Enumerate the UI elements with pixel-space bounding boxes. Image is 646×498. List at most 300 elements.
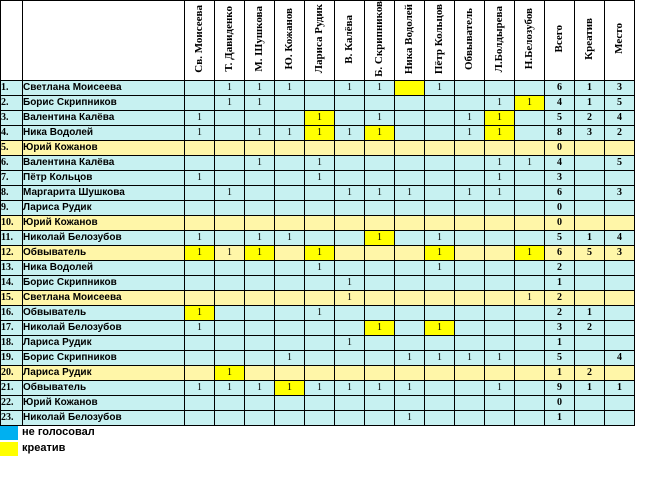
- table-row: [1, 245, 635, 260]
- vote-cell: 1: [275, 80, 305, 95]
- summary-header-label: Место: [613, 23, 625, 55]
- vote-cell: [215, 305, 245, 320]
- vote-cell: [335, 140, 365, 155]
- total-cell: 9: [545, 380, 575, 395]
- vote-cell: [365, 305, 395, 320]
- vote-cell: [425, 140, 455, 155]
- vote-cell: [275, 140, 305, 155]
- vote-cell: [515, 230, 545, 245]
- vote-cell: [185, 200, 215, 215]
- vote-cell: 1: [485, 170, 515, 185]
- vote-cell: [455, 215, 485, 230]
- vote-cell: [515, 110, 545, 125]
- participant-name: Борис Скрипников: [23, 275, 185, 290]
- participant-name: Николай Белозубов: [23, 410, 185, 425]
- place-cell: 4: [605, 350, 635, 365]
- vote-cell: 1: [185, 170, 215, 185]
- vote-cell: [515, 140, 545, 155]
- vote-cell: [395, 125, 425, 140]
- vote-cell: 1: [335, 380, 365, 395]
- vote-cell: [335, 365, 365, 380]
- place-cell: [605, 200, 635, 215]
- vote-cell: [425, 170, 455, 185]
- column-header-label: В. Калёва: [343, 14, 355, 64]
- column-header-label: Ника Водолей: [403, 3, 415, 75]
- vote-cell: [215, 140, 245, 155]
- vote-cell: [335, 200, 365, 215]
- participant-name: Обвыватель: [23, 305, 185, 320]
- vote-cell: [395, 395, 425, 410]
- vote-cell: 1: [485, 125, 515, 140]
- vote-cell: [305, 230, 335, 245]
- column-header-label: Св. Моисеева: [193, 5, 205, 73]
- vote-cell: [185, 275, 215, 290]
- place-cell: [605, 140, 635, 155]
- vote-cell: [425, 110, 455, 125]
- vote-cell: [245, 410, 275, 425]
- vote-cell: [305, 395, 335, 410]
- vote-cell: [335, 260, 365, 275]
- vote-cell: 1: [215, 80, 245, 95]
- participant-name: Николай Белозубов: [23, 320, 185, 335]
- vote-cell: 1: [185, 230, 215, 245]
- vote-cell: [485, 215, 515, 230]
- vote-cell: [455, 170, 485, 185]
- vote-cell: [365, 335, 395, 350]
- vote-cell: [395, 200, 425, 215]
- vote-cell: [245, 275, 275, 290]
- vote-cell: 1: [395, 380, 425, 395]
- vote-cell: [215, 155, 245, 170]
- vote-cell: [335, 350, 365, 365]
- table-row: [1, 290, 635, 305]
- place-cell: [605, 170, 635, 185]
- vote-cell: [335, 155, 365, 170]
- place-cell: [605, 335, 635, 350]
- vote-cell: [275, 335, 305, 350]
- vote-cell: [515, 215, 545, 230]
- vote-cell: 1: [275, 230, 305, 245]
- vote-cell: 1: [365, 380, 395, 395]
- vote-cell: [455, 260, 485, 275]
- creative-cell: [575, 410, 605, 425]
- participant-name: Лариса Рудик: [23, 200, 185, 215]
- vote-cell: [515, 395, 545, 410]
- participant-name: Маргарита Шушкова: [23, 185, 185, 200]
- vote-cell: [425, 215, 455, 230]
- place-cell: 3: [605, 80, 635, 95]
- table-row: [1, 170, 635, 185]
- vote-cell: 1: [335, 275, 365, 290]
- vote-cell: [275, 95, 305, 110]
- participant-name: Юрий Кожанов: [23, 395, 185, 410]
- vote-cell: [515, 365, 545, 380]
- vote-cell: [245, 110, 275, 125]
- vote-cell: [305, 365, 335, 380]
- vote-cell: [365, 410, 395, 425]
- vote-cell: [275, 395, 305, 410]
- vote-cell: [185, 155, 215, 170]
- column-header: [305, 1, 335, 81]
- row-number: 16.: [1, 305, 23, 320]
- vote-cell: [185, 350, 215, 365]
- place-cell: [605, 410, 635, 425]
- vote-cell: [275, 320, 305, 335]
- total-cell: 0: [545, 215, 575, 230]
- legend-label: не голосовал: [22, 426, 95, 438]
- place-cell: [605, 365, 635, 380]
- vote-cell: 1: [305, 245, 335, 260]
- vote-cell: 1: [515, 155, 545, 170]
- vote-cell: 1: [245, 125, 275, 140]
- vote-cell: 1: [515, 290, 545, 305]
- place-cell: 4: [605, 110, 635, 125]
- creative-cell: 5: [575, 245, 605, 260]
- vote-cell: [335, 410, 365, 425]
- vote-cell: 1: [365, 230, 395, 245]
- vote-cell: [395, 260, 425, 275]
- vote-cell: [455, 155, 485, 170]
- total-cell: 0: [545, 140, 575, 155]
- total-cell: 2: [545, 260, 575, 275]
- vote-cell: [425, 185, 455, 200]
- column-header-label: Т. Давиденко: [223, 6, 235, 72]
- vote-cell: [395, 245, 425, 260]
- vote-cell: 1: [365, 80, 395, 95]
- vote-cell: [245, 290, 275, 305]
- vote-cell: 1: [425, 350, 455, 365]
- creative-cell: [575, 290, 605, 305]
- vote-cell: [305, 335, 335, 350]
- row-number: 14.: [1, 275, 23, 290]
- participant-name: Юрий Кожанов: [23, 215, 185, 230]
- vote-cell: [335, 320, 365, 335]
- row-number: 23.: [1, 410, 23, 425]
- total-cell: 2: [545, 290, 575, 305]
- total-cell: 6: [545, 185, 575, 200]
- total-cell: 5: [545, 230, 575, 245]
- vote-cell: [275, 410, 305, 425]
- vote-cell: 1: [485, 155, 515, 170]
- column-header: [185, 1, 215, 81]
- column-header: [275, 1, 305, 81]
- participant-name: Обвыватель: [23, 380, 185, 395]
- vote-cell: [365, 275, 395, 290]
- vote-cell: [455, 80, 485, 95]
- table-row: [1, 275, 635, 290]
- column-header-label: Н.Белозубов: [523, 8, 535, 70]
- table-row: [1, 185, 635, 200]
- vote-cell: 1: [365, 185, 395, 200]
- participant-name: Валентина Калёва: [23, 110, 185, 125]
- vote-cell: [275, 290, 305, 305]
- total-cell: 0: [545, 200, 575, 215]
- vote-cell: 1: [275, 380, 305, 395]
- column-header: [395, 1, 425, 81]
- vote-cell: 1: [425, 80, 455, 95]
- row-number: 18.: [1, 335, 23, 350]
- vote-cell: 1: [485, 110, 515, 125]
- vote-cell: 1: [365, 125, 395, 140]
- place-cell: 2: [605, 125, 635, 140]
- table-row: [1, 260, 635, 275]
- participant-name: Лариса Рудик: [23, 335, 185, 350]
- vote-cell: [215, 410, 245, 425]
- vote-cell: 1: [185, 320, 215, 335]
- participant-name: Борис Скрипников: [23, 95, 185, 110]
- vote-cell: 1: [335, 80, 365, 95]
- total-cell: 3: [545, 170, 575, 185]
- row-number: 21.: [1, 380, 23, 395]
- creative-cell: [575, 395, 605, 410]
- vote-cell: [215, 215, 245, 230]
- column-header-label: Пётр Кольцов: [433, 3, 445, 74]
- vote-cell: [515, 380, 545, 395]
- place-cell: 4: [605, 230, 635, 245]
- creative-cell: [575, 140, 605, 155]
- place-cell: [605, 320, 635, 335]
- vote-cell: 1: [485, 380, 515, 395]
- vote-cell: 1: [395, 350, 425, 365]
- vote-cell: 1: [215, 245, 245, 260]
- place-cell: [605, 290, 635, 305]
- vote-cell: [335, 395, 365, 410]
- vote-cell: 1: [455, 185, 485, 200]
- row-number: 3.: [1, 110, 23, 125]
- vote-cell: 1: [245, 155, 275, 170]
- vote-cell: [395, 290, 425, 305]
- vote-cell: [335, 95, 365, 110]
- vote-cell: [215, 110, 245, 125]
- vote-cell: 1: [305, 380, 335, 395]
- vote-cell: [335, 215, 365, 230]
- vote-cell: 1: [335, 185, 365, 200]
- total-cell: 6: [545, 245, 575, 260]
- vote-cell: 1: [245, 95, 275, 110]
- participant-name: Светлана Моисеева: [23, 290, 185, 305]
- vote-cell: [395, 155, 425, 170]
- vote-cell: [455, 335, 485, 350]
- place-cell: 5: [605, 95, 635, 110]
- vote-cell: 1: [305, 125, 335, 140]
- vote-cell: [425, 290, 455, 305]
- vote-cell: [395, 80, 425, 95]
- creative-cell: 1: [575, 305, 605, 320]
- creative-cell: 2: [575, 365, 605, 380]
- place-cell: [605, 275, 635, 290]
- column-header: [215, 1, 245, 81]
- vote-cell: 1: [395, 410, 425, 425]
- table-row: [1, 80, 635, 95]
- total-cell: 4: [545, 95, 575, 110]
- table-row: [1, 320, 635, 335]
- vote-cell: [365, 95, 395, 110]
- vote-cell: 1: [305, 110, 335, 125]
- vote-cell: [245, 185, 275, 200]
- vote-cell: [425, 365, 455, 380]
- vote-cell: [215, 395, 245, 410]
- column-header: [515, 1, 545, 81]
- total-cell: 6: [545, 80, 575, 95]
- vote-cell: [245, 200, 275, 215]
- vote-cell: 1: [185, 125, 215, 140]
- total-cell: 2: [545, 305, 575, 320]
- vote-cell: [215, 230, 245, 245]
- vote-cell: [305, 350, 335, 365]
- vote-cell: [515, 170, 545, 185]
- participant-name: Юрий Кожанов: [23, 140, 185, 155]
- vote-cell: [215, 200, 245, 215]
- vote-cell: 1: [425, 260, 455, 275]
- creative-cell: 1: [575, 80, 605, 95]
- vote-cell: 1: [305, 170, 335, 185]
- vote-cell: [185, 140, 215, 155]
- vote-cell: [365, 395, 395, 410]
- creative-cell: [575, 335, 605, 350]
- vote-cell: [395, 275, 425, 290]
- vote-cell: [425, 275, 455, 290]
- participant-name: Ника Водолей: [23, 125, 185, 140]
- creative-cell: 1: [575, 380, 605, 395]
- vote-cell: [275, 110, 305, 125]
- column-header: [365, 1, 395, 81]
- vote-cell: [305, 200, 335, 215]
- row-number: 6.: [1, 155, 23, 170]
- vote-cell: [185, 365, 215, 380]
- total-cell: 4: [545, 155, 575, 170]
- vote-cell: [185, 395, 215, 410]
- vote-cell: [245, 335, 275, 350]
- vote-cell: 1: [185, 380, 215, 395]
- vote-cell: [245, 350, 275, 365]
- vote-cell: [275, 275, 305, 290]
- vote-cell: [215, 335, 245, 350]
- summary-header-label: Всего: [553, 25, 565, 53]
- vote-cell: [365, 365, 395, 380]
- column-header: [245, 1, 275, 81]
- vote-cell: [485, 260, 515, 275]
- vote-cell: [365, 200, 395, 215]
- vote-cell: 1: [485, 350, 515, 365]
- total-cell: 5: [545, 110, 575, 125]
- creative-cell: 2: [575, 320, 605, 335]
- vote-cell: [455, 200, 485, 215]
- vote-cell: [305, 185, 335, 200]
- vote-cell: [455, 410, 485, 425]
- vote-cell: [275, 170, 305, 185]
- vote-cell: [485, 80, 515, 95]
- vote-cell: [335, 170, 365, 185]
- creative-cell: [575, 185, 605, 200]
- participant-name: Лариса Рудик: [23, 365, 185, 380]
- vote-cell: [395, 170, 425, 185]
- vote-cell: [275, 365, 305, 380]
- table-row: [1, 380, 635, 395]
- column-header: [335, 1, 365, 81]
- row-number: 1.: [1, 80, 23, 95]
- vote-cell: [245, 395, 275, 410]
- summary-header: [545, 1, 575, 81]
- table-row: [1, 395, 635, 410]
- table-row: [1, 125, 635, 140]
- vote-cell: [215, 290, 245, 305]
- total-cell: 8: [545, 125, 575, 140]
- participant-name: Светлана Моисеева: [23, 80, 185, 95]
- row-number: 2.: [1, 95, 23, 110]
- creative-cell: 3: [575, 125, 605, 140]
- vote-cell: [485, 275, 515, 290]
- table-row: [1, 335, 635, 350]
- vote-cell: [515, 305, 545, 320]
- row-number: 13.: [1, 260, 23, 275]
- vote-cell: [485, 200, 515, 215]
- vote-cell: [365, 215, 395, 230]
- vote-cell: [395, 230, 425, 245]
- participant-name: Пётр Кольцов: [23, 170, 185, 185]
- vote-cell: [395, 365, 425, 380]
- vote-cell: [395, 335, 425, 350]
- vote-cell: [515, 335, 545, 350]
- vote-cell: 1: [185, 305, 215, 320]
- vote-cell: [245, 365, 275, 380]
- vote-cell: [185, 260, 215, 275]
- vote-cell: [485, 290, 515, 305]
- vote-cell: [275, 185, 305, 200]
- vote-cell: 1: [215, 185, 245, 200]
- vote-cell: 1: [215, 365, 245, 380]
- vote-cell: [275, 200, 305, 215]
- vote-cell: [245, 140, 275, 155]
- table-row: [1, 140, 635, 155]
- vote-cell: [455, 140, 485, 155]
- vote-cell: [245, 215, 275, 230]
- vote-cell: [365, 260, 395, 275]
- place-cell: 3: [605, 185, 635, 200]
- total-cell: 1: [545, 275, 575, 290]
- vote-cell: [185, 335, 215, 350]
- vote-cell: [185, 290, 215, 305]
- vote-cell: [275, 305, 305, 320]
- vote-cell: 1: [365, 320, 395, 335]
- legend-label: креатив: [22, 442, 66, 454]
- vote-cell: [455, 380, 485, 395]
- row-number: 15.: [1, 290, 23, 305]
- vote-cell: 1: [245, 245, 275, 260]
- vote-cell: 1: [335, 125, 365, 140]
- row-number: 8.: [1, 185, 23, 200]
- summary-header: [575, 1, 605, 81]
- vote-cell: [305, 95, 335, 110]
- vote-cell: [185, 95, 215, 110]
- creative-cell: [575, 350, 605, 365]
- vote-cell: 1: [425, 320, 455, 335]
- vote-cell: [425, 380, 455, 395]
- vote-cell: [485, 410, 515, 425]
- vote-cell: [425, 305, 455, 320]
- row-number: 9.: [1, 200, 23, 215]
- column-header-label: Л.Болдырева: [493, 5, 505, 73]
- row-number: 17.: [1, 320, 23, 335]
- row-number: 5.: [1, 140, 23, 155]
- vote-cell: [335, 230, 365, 245]
- vote-cell: 1: [485, 185, 515, 200]
- vote-cell: 1: [485, 95, 515, 110]
- vote-cell: [245, 170, 275, 185]
- legend-swatch: [0, 442, 18, 456]
- vote-cell: [425, 335, 455, 350]
- vote-cell: [305, 290, 335, 305]
- row-number: 11.: [1, 230, 23, 245]
